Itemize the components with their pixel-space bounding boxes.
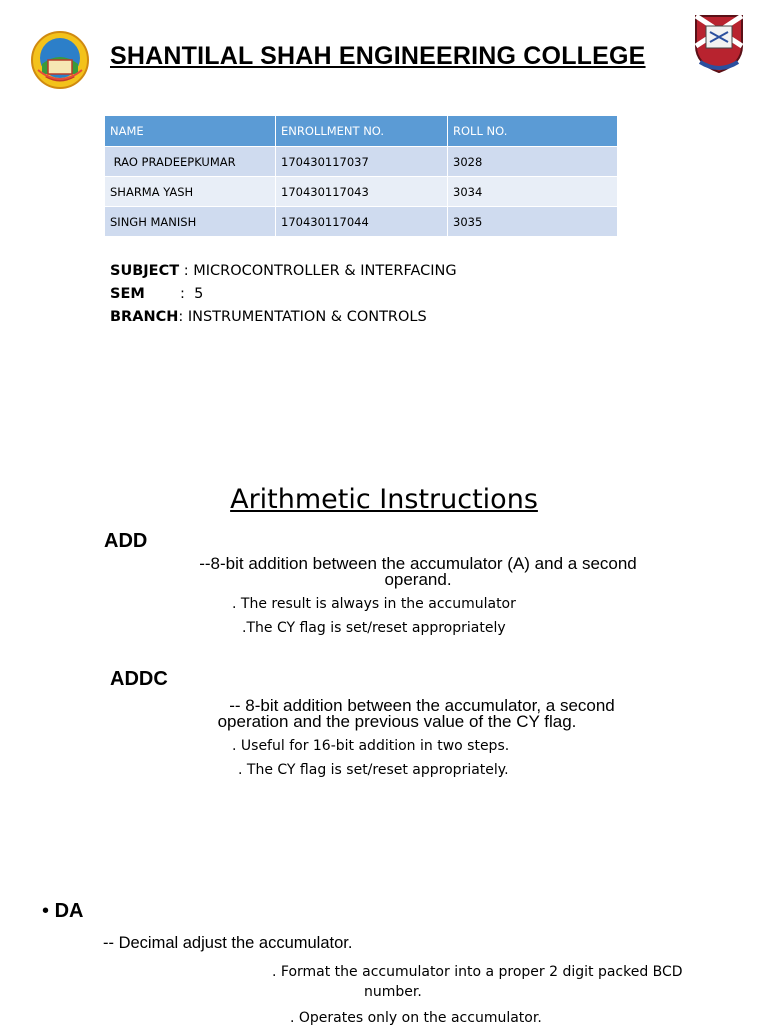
table-header-row	[105, 116, 618, 147]
add-desc-line2: operand.	[384, 570, 452, 589]
bullet: •	[42, 900, 50, 922]
da-note-1-line2: number.	[364, 984, 422, 1000]
add-desc-line1: --8-bit addition between the accumulator (A) and a second	[199, 554, 637, 573]
subject-label: SUBJECT	[110, 263, 180, 279]
da-description: -- Decimal adjust the accumulator.	[103, 934, 353, 952]
cell-name: SHARMA YASH	[105, 177, 276, 207]
add-note-1: . The result is always in the accumulator	[232, 596, 516, 612]
college-logo-left	[30, 30, 90, 90]
column-header-roll: ROLL NO.	[448, 116, 618, 147]
da-name: DA	[54, 900, 84, 922]
cell-roll: 3034	[448, 177, 618, 207]
instruction-addc-description	[160, 698, 660, 730]
cell-roll: 3028	[448, 147, 618, 177]
student-table	[104, 115, 618, 237]
subject-value: : MICROCONTROLLER & INTERFACING	[179, 263, 457, 279]
cell-name: SINGH MANISH	[105, 207, 276, 237]
column-header-enrollment: ENROLLMENT NO.	[276, 116, 448, 147]
addc-note-2: . The CY flag is set/reset appropriately.	[238, 762, 509, 778]
cell-enrollment: 170430117044	[276, 207, 448, 237]
addc-note-1: . Useful for 16-bit addition in two steps.	[232, 738, 510, 754]
sem-line	[110, 286, 203, 302]
instruction-add-heading: ADD	[104, 530, 148, 552]
college-title: SHANTILAL SHAH ENGINEERING COLLEGE	[110, 42, 646, 70]
branch-value: : INSTRUMENTATION & CONTROLS	[178, 309, 427, 325]
cell-name: RAO PRADEEPKUMAR	[105, 147, 276, 177]
cell-enrollment: 170430117043	[276, 177, 448, 207]
column-header-name: NAME	[105, 116, 276, 147]
branch-label: BRANCH	[110, 309, 179, 325]
university-crest	[692, 12, 746, 74]
add-note-2: .The CY flag is set/reset appropriately	[242, 620, 506, 636]
instruction-addc-heading: ADDC	[110, 668, 168, 690]
instruction-da-heading	[42, 900, 83, 923]
da-note-2: . Operates only on the accumulator.	[290, 1010, 542, 1026]
branch-line	[110, 309, 427, 325]
subject-line	[110, 263, 457, 279]
table-row	[105, 177, 618, 207]
addc-desc-line1: -- 8-bit addition between the accumulator, a second	[229, 696, 615, 715]
cell-enrollment: 170430117037	[276, 147, 448, 177]
instruction-add-description	[140, 556, 696, 588]
section-title: Arithmetic Instructions	[230, 484, 538, 515]
table-row	[105, 147, 618, 177]
addc-desc-line2: operation and the previous value of the CY flag.	[217, 712, 577, 731]
sem-label: SEM	[110, 286, 145, 302]
table-row	[105, 207, 618, 237]
da-note-1-line1: . Format the accumulator into a proper 2 digit packed BCD	[272, 964, 683, 980]
cell-roll: 3035	[448, 207, 618, 237]
sem-value: : 5	[180, 286, 204, 302]
